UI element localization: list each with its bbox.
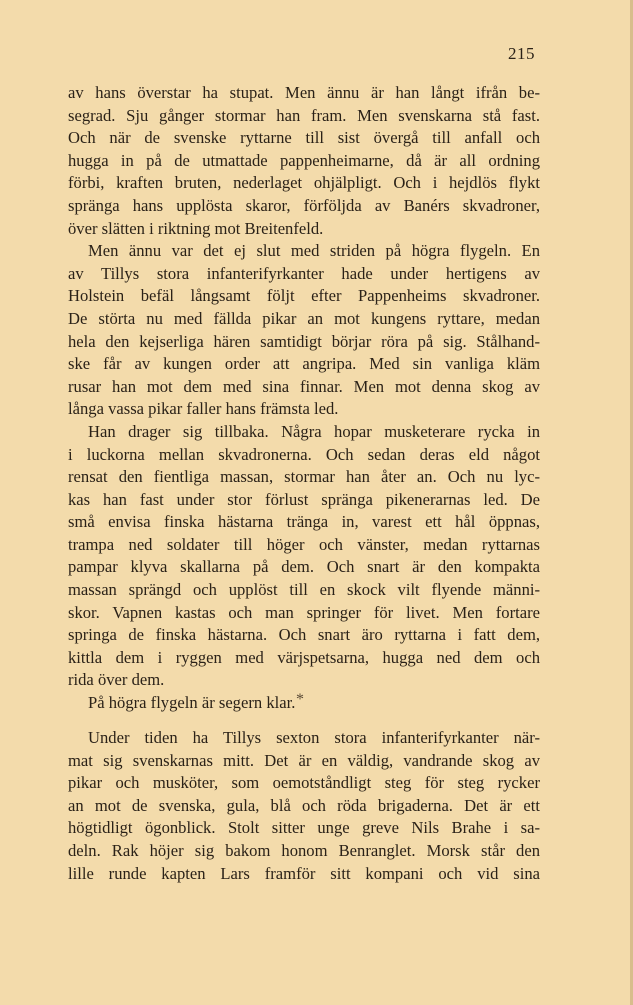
text-line: långa vassa pikar faller hans främsta led.: [68, 399, 339, 419]
text-line: av hans överstar ha stupat. Men ännu är han långt ifrån be-: [68, 83, 540, 102]
text-line: springa de finska hästarna. Och snart äro ryttarna i fatt dem,: [68, 625, 540, 645]
text-line: mat sig svenskarnas mitt. Det är en väldig, vandrande skog av: [68, 750, 540, 770]
text-line: segrad. Sju gånger stormar han fram. Men svenskarna stå fast.: [68, 105, 540, 125]
text-line: trampa ned soldater till höger och vänster, medan ryttarnas: [68, 534, 540, 554]
text-line: högtidligt ögonblick. Stolt sitter unge greve Nils Brahe i sa-: [68, 818, 540, 838]
text-line: Han drager sig tillbaka. Några hopar musketerare rycka in: [88, 421, 540, 441]
text-line: Och när de svenske ryttarne till sist övergå till anfall och: [68, 128, 540, 148]
text-line: kittla dem i ryggen med värjspetsarna, hugga ned dem och: [68, 647, 540, 667]
text-line: massan sprängd och upplöst till en skock vilt flyende männi-: [68, 580, 540, 600]
text-line: små envisa finska hästarna tränga in, varest ett hål öppnas,: [68, 512, 540, 532]
text-line: spränga hans upplösta skaror, förföljda av Banérs skvadroner,: [68, 195, 540, 215]
text-line: kas han fast under stor förlust spränga pikenerarnas led. De: [68, 489, 540, 509]
text-line: över slätten i riktning mot Breitenfeld.: [68, 218, 324, 238]
text-line: lille runde kapten Lars framför sitt kompani och vid sina: [68, 863, 540, 883]
text-line: rida över dem.: [68, 670, 165, 690]
text-line: rensat den fientliga massan, stormar han åter an. Och nu lyc-: [68, 467, 540, 487]
text-line: De störta nu med fällda pikar an mot kungens ryttare, medan: [68, 308, 540, 328]
text-line: an mot de svenska, gula, blå och röda brigaderna. Det är ett: [68, 795, 540, 815]
text-line: Men ännu var det ej slut med striden på högra flygeln. En: [88, 241, 540, 261]
text-line: ske får av kungen order att angripa. Med sin vanliga kläm: [68, 354, 540, 374]
section-break-asterisk: *: [296, 691, 304, 708]
text-line: av Tillys stora infanterifyrkanter hade under hertigens av: [68, 263, 540, 283]
text-line: pikar och musköter, som oemotståndligt steg för steg rycker: [68, 773, 540, 793]
text-line: pampar klyva skallarna på dem. Och snart är den kompakta: [68, 557, 540, 577]
text-line: förbi, kraften bruten, nederlaget ohjälpligt. Och i hejdlös flykt: [68, 173, 540, 193]
text-line: hugga in på de utmattade pappenheimarne, då är all ordning: [68, 150, 540, 170]
text-line: På högra flygeln är segern klar.: [88, 693, 296, 713]
text-line: deln. Rak höjer sig bakom honom Benranglet. Morsk står den: [68, 840, 540, 860]
text-line: Under tiden ha Tillys sexton stora infanterifyrkanter när-: [88, 728, 540, 747]
text-block-1: [68, 82, 540, 715]
text-line: skor. Vapnen kastas och man springer för livet. Men fortare: [68, 602, 540, 622]
text-line: Holstein befäl långsamt följt efter Pappenheims skvadroner.: [68, 286, 540, 306]
text-line: hela den kejserliga hären samtidigt börjar röra på sig. Stålhand-: [68, 331, 540, 351]
page-number: 215: [508, 44, 535, 63]
text-line: rusar han mot dem med sina finnar. Men mot denna skog av: [68, 376, 540, 396]
text-block-2: [68, 727, 540, 885]
text-line: i luckorna mellan skvadronerna. Och sedan deras eld något: [68, 444, 540, 464]
